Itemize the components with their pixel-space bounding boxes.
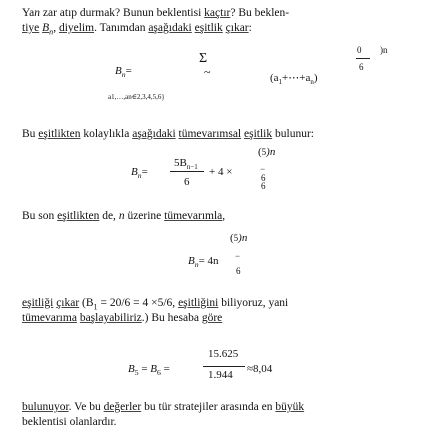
eq3-c-mid: − <box>235 251 241 261</box>
underlined-word: eşitliği <box>22 297 54 309</box>
eq2-fraction-bar <box>170 171 204 172</box>
eq2-c-top: (5)n <box>258 146 276 158</box>
eq4-den: 1.944 <box>208 369 233 381</box>
underlined-word: eşitlikten <box>38 128 81 140</box>
text-segment: zar atıp durmak? Bunun beklentisi <box>40 7 205 19</box>
text-segment: beklentisi olanlardır. <box>22 416 117 428</box>
underlined-word: büyük <box>275 401 305 413</box>
eq2-frac-den: 6 <box>184 176 190 188</box>
underlined-word: tümevarımla <box>164 210 223 222</box>
math-b-n: $B_n$ <box>42 22 54 37</box>
paragraph-4-line-2: tümevarıma başlayabiliriz.) Bu hesaba göre <box>22 312 223 324</box>
eq1-under: a1,…,an∈2,3,4,5,6} <box>108 93 165 101</box>
underlined-word: çıkar <box>56 297 80 309</box>
eq1-body: $(a_1+\cdots+a_n)$ <box>270 72 318 87</box>
underlined-word: kaçtır <box>204 7 231 19</box>
underlined-word: tümevarımsal <box>178 128 242 140</box>
eq3-lhs: $B_n= 4n$ <box>188 255 219 270</box>
underlined-word: eşitlikten <box>57 210 100 222</box>
underlined-word: başlayabiliriz <box>79 312 142 324</box>
eq4-lhs: $B_5 = B_6$ = <box>128 363 170 378</box>
paragraph-2: Bu eşitlikten kolaylıkla aşağıdaki tümevarımsal eşitlik bulunur: <box>22 128 314 140</box>
eq2-c-bot-2: 6 <box>261 181 266 191</box>
eq4-num: 15.625 <box>208 348 239 360</box>
math-variable: n <box>118 210 125 222</box>
eq3-c-top: (5)n <box>230 232 248 244</box>
eq1-lhs: $B_n=$ <box>115 65 132 80</box>
math-variable: n <box>34 7 41 19</box>
paragraph-1-line-2: tiye $B_n$, diyelim. Tanımdan aşağıdaki eşitlik çıkar: <box>22 22 252 37</box>
underlined-word: bulunuyor <box>22 401 69 413</box>
eq1-sigma: Σ <box>199 51 208 66</box>
underlined-word: diyelim <box>58 22 95 34</box>
underlined-word: aşağıdaki <box>148 22 192 34</box>
underlined-word: çıkar <box>225 22 249 34</box>
text-segment: ? Bu beklen- <box>230 7 290 19</box>
eq1-fraction-bar <box>356 58 370 59</box>
eq3-c-bot: 6 <box>236 266 241 276</box>
eq1-num-right-a: 0 <box>357 45 362 55</box>
underlined-word: aşağıdaki <box>132 128 176 140</box>
eq1-num-right-b: )n <box>380 45 388 55</box>
text-segment: . Tanımdan <box>94 22 149 34</box>
paragraph-4-line-1: eşitliği çıkar ($B_1 = 20/6 = 4 \times 5/6$, eşitliğini biliyoruz, yani <box>22 297 289 312</box>
eq2-frac-num: $5B_{n-1}$ <box>174 157 198 172</box>
eq2-lhs: $B_n=$ <box>131 166 148 181</box>
paragraph-5-line-2 <box>22 415 117 429</box>
underlined-word: göre <box>201 312 223 324</box>
eq2-c-bot: 6 <box>261 173 266 183</box>
eq2-c-mid: − <box>260 164 266 174</box>
paragraph-3: Bu son eşitlikten de, n üzerine tümevarımla, <box>22 210 226 222</box>
eq4-approx: ≈8,04 <box>247 363 273 375</box>
eq1-tilde: ~ <box>204 65 211 79</box>
paragraph-5-line-1: bulunuyor. Ve bu değerler bu tür stratejiler arasında en büyük <box>22 401 305 413</box>
underlined-word: tiye <box>22 22 40 34</box>
eq4-fraction-bar <box>203 366 245 367</box>
underlined-word: eşitliğini <box>178 297 219 309</box>
eq2-plus4x: + 4 × <box>209 166 233 178</box>
underlined-word: eşitlik <box>244 128 273 140</box>
paragraph-1-line-1 <box>22 6 289 20</box>
text-segment: , <box>53 22 59 34</box>
underlined-word: eşitlik <box>194 22 223 34</box>
eq1-den-right: 6 <box>359 62 364 72</box>
text-segment: Ya <box>22 7 35 19</box>
underlined-word: tümevarıma <box>22 312 77 324</box>
underlined-word: değerler <box>103 401 142 413</box>
